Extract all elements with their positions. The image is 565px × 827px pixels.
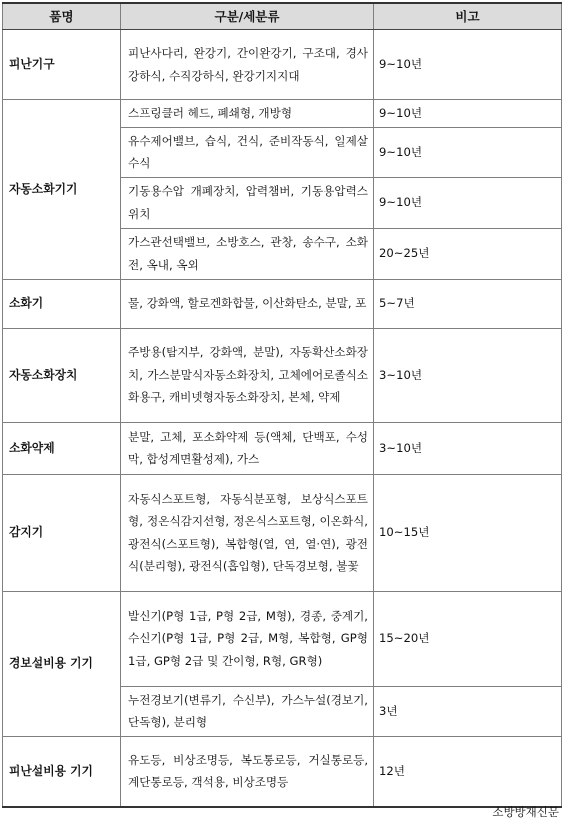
remarks-cell: 9~10년 [374,127,562,177]
category-cell: 피난설비용 기기 [3,736,121,807]
description-cell: 유도등, 비상조명등, 복도통로등, 거실통로등, 계단통로등, 객석용, 비상조명등 [121,736,374,807]
table-row [3,736,562,807]
description-cell: 자동식스포트형, 자동식분포형, 보상식스포트형, 정온식감지선형, 정온식스포트형, 이온화식, 광전식(스포트형), 복합형(열, 연, 열·연), 광전식(분리형), 광전식(흡입형), 단독경보형, 불꽃 [121,474,374,591]
table-row [3,474,562,591]
table-row [3,30,562,100]
description-cell: 유수제어밸브, 습식, 건식, 준비작동식, 일제살수식 [121,127,374,177]
remarks-cell: 9~10년 [374,177,562,228]
table-row [3,422,562,474]
table-row [3,328,562,422]
description-cell: 가스관선택밸브, 소방호스, 관창, 송수구, 소화전, 옥내, 옥외 [121,228,374,279]
category-cell: 감지기 [3,474,121,591]
description-cell: 발신기(P형 1급, P형 2급, M형), 경종, 중계기, 수신기(P형 1급, P형 2급, M형, 복합형, GP형 1급, GP형 2급 및 간이형, R형, GR형) [121,591,374,686]
header-remarks: 비고 [374,3,562,30]
header-classification: 구분/세분류 [121,3,374,30]
lifespan-table [2,2,562,808]
remarks-cell: 3~10년 [374,328,562,422]
category-cell: 경보설비용 기기 [3,591,121,736]
description-cell: 누전경보기(변류기, 수신부), 가스누설(경보기, 단독형), 분리형 [121,686,374,736]
remarks-cell: 9~10년 [374,30,562,100]
header-item-name: 품명 [3,3,121,30]
category-cell: 자동소화기기 [3,100,121,280]
remarks-cell: 9~10년 [374,100,562,128]
category-cell: 피난기구 [3,30,121,100]
table-row [3,279,562,328]
description-cell: 피난사다리, 완강기, 간이완강기, 구조대, 경사강하식, 수직강하식, 완강기지지대 [121,30,374,100]
category-cell: 소화약제 [3,422,121,474]
description-cell: 물, 강화액, 할로겐화합물, 이산화탄소, 분말, 포 [121,279,374,328]
remarks-cell: 10~15년 [374,474,562,591]
remarks-cell: 20~25년 [374,228,562,279]
description-cell: 기동용수압 개폐장치, 압력챔버, 기동용압력스위치 [121,177,374,228]
remarks-cell: 3년 [374,686,562,736]
table-row [3,591,562,686]
remarks-cell: 3~10년 [374,422,562,474]
description-cell: 스프링클러 헤드, 폐쇄형, 개방형 [121,100,374,128]
category-cell: 자동소화장치 [3,328,121,422]
description-cell: 주방용(탐지부, 강화액, 분말), 자동확산소화장치, 가스분말식자동소화장치, 고체에어로졸식소화용구, 캐비넷형자동소화장치, 본체, 약제 [121,328,374,422]
remarks-cell: 12년 [374,736,562,807]
remarks-cell: 5~7년 [374,279,562,328]
remarks-cell: 15~20년 [374,591,562,686]
table-row [3,100,562,128]
description-cell: 분말, 고체, 포소화약제 등(액체, 단백포, 수성막, 합성계면활성제), 가스 [121,422,374,474]
category-cell: 소화기 [3,279,121,328]
table-header-row [3,3,562,30]
source-credit: 소방방재신문 [492,805,559,819]
